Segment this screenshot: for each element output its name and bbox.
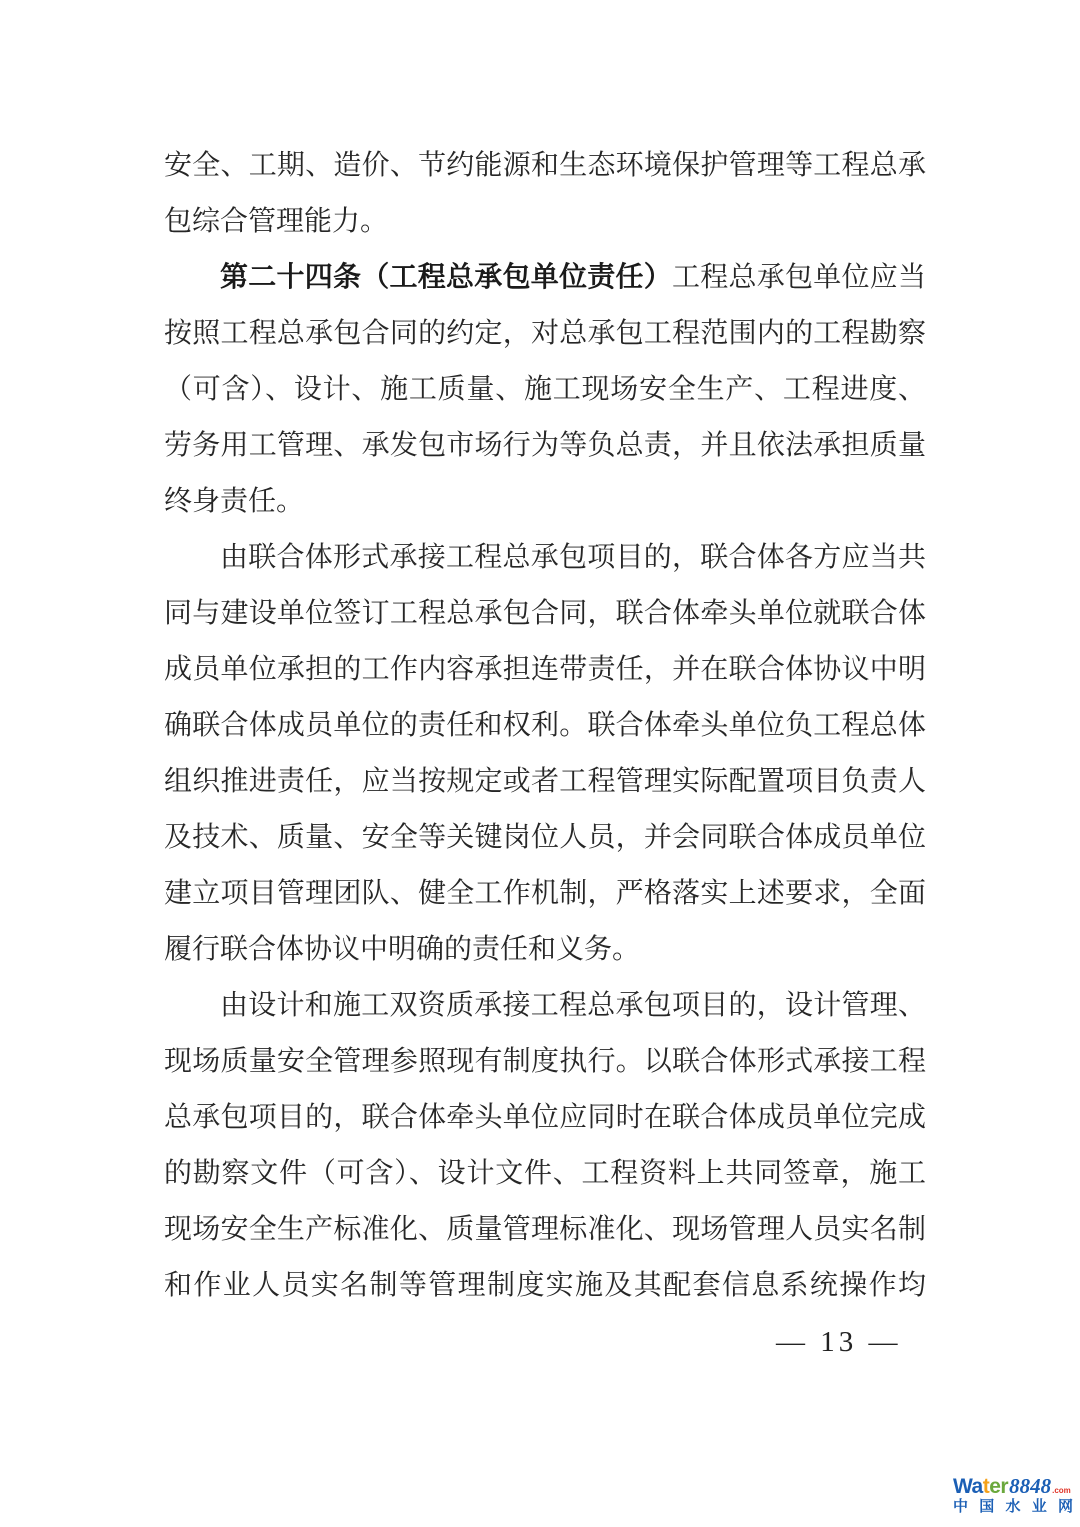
wordmark-wa: Wa: [953, 1475, 983, 1498]
text-line: 和作业人员实名制等管理制度实施及其配套信息系统操作均: [164, 1270, 926, 1301]
wordmark-8848: 8848: [1009, 1474, 1052, 1498]
page-number: — 13 —: [776, 1326, 902, 1358]
text-line: 同与建设单位签订工程总承包合同，联合体牵头单位就联合体: [164, 598, 926, 629]
wordmark-dotcom: .com: [1052, 1486, 1071, 1495]
text-line: 包综合管理能力。: [164, 206, 389, 237]
text-line: 现场质量安全管理参照现有制度执行。以联合体形式承接工程: [164, 1046, 926, 1077]
text-line: 建立项目管理团队、健全工作机制，严格落实上述要求，全面: [164, 878, 926, 909]
text-line: 劳务用工管理、承发包市场行为等负总责，并且依法承担质量: [164, 430, 926, 461]
text-line: 总承包项目的，联合体牵头单位应同时在联合体成员单位完成: [164, 1102, 926, 1133]
water8848-chinese-name: 中国水业网: [953, 1498, 1073, 1515]
text-line: 履行联合体协议中明确的责任和义务。: [164, 934, 641, 965]
water8848-wordmark: [953, 1474, 1073, 1496]
text-line: 安全、工期、造价、节约能源和生态环境保护管理等工程总承: [164, 150, 926, 181]
water8848-logo: [953, 1474, 1073, 1516]
text-line: 及技术、质量、安全等关键岗位人员，并会同联合体成员单位: [164, 822, 926, 853]
text-line: 现场安全生产标准化、质量管理标准化、现场管理人员实名制: [164, 1214, 926, 1245]
text-line: （可含）、设计、施工质量、施工现场安全生产、工程进度、: [164, 374, 926, 405]
article-heading-line: [164, 250, 926, 306]
text-line: 按照工程总承包合同的约定，对总承包工程范围内的工程勘察: [164, 318, 926, 349]
text-line: 终身责任。: [164, 486, 305, 517]
document-text: [164, 138, 926, 1314]
article-heading-rest: 工程总承包单位应当: [671, 262, 926, 293]
text-line: 由设计和施工双资质承接工程总承包项目的，设计管理、: [220, 990, 926, 1021]
text-line: 成员单位承担的工作内容承担连带责任，并在联合体协议中明: [164, 654, 926, 685]
article-heading: 第二十四条（工程总承包单位责任）: [220, 262, 672, 293]
text-line: 确联合体成员单位的责任和权利。联合体牵头单位负工程总体: [164, 710, 926, 741]
text-line: 组织推进责任，应当按规定或者工程管理实际配置项目负责人: [164, 766, 926, 797]
wordmark-er: er: [989, 1475, 1009, 1498]
text-line: 的勘察文件（可含）、设计文件、工程资料上共同签章，施工: [164, 1158, 926, 1189]
wordmark-t: t: [982, 1475, 990, 1498]
text-line: 由联合体形式承接工程总承包项目的，联合体各方应当共: [220, 542, 926, 573]
